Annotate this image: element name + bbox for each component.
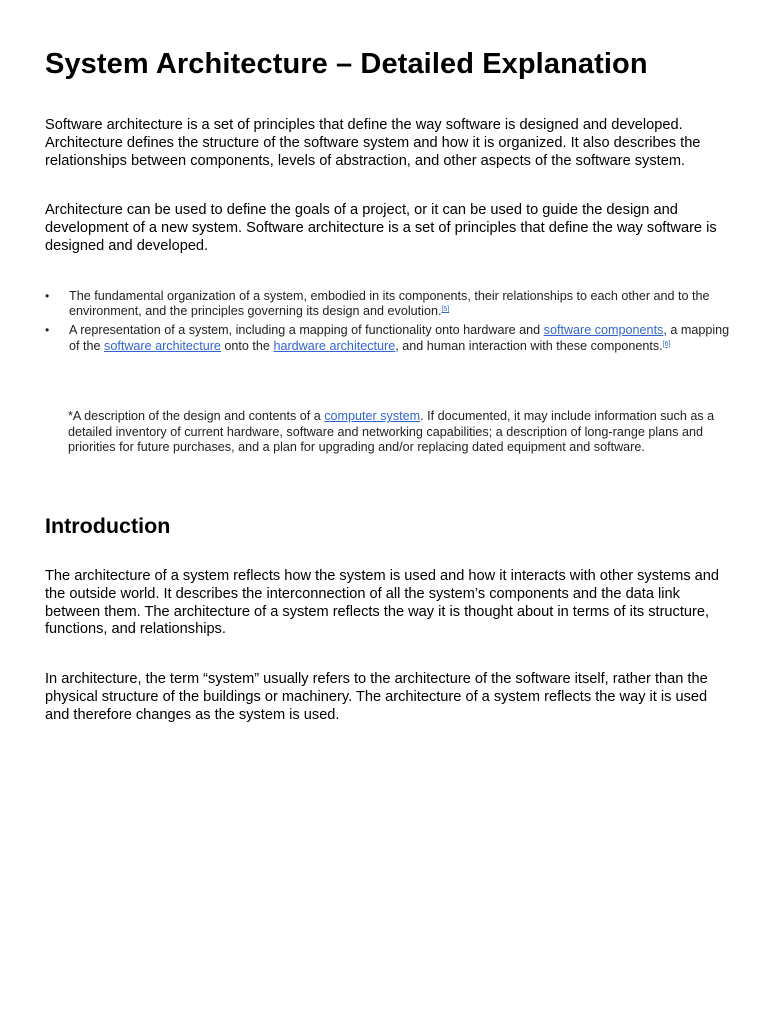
definition-note bbox=[68, 409, 735, 456]
page-title: System Architecture – Detailed Explanation bbox=[45, 48, 648, 80]
intro-paragraph-1: Software architecture is a set of principles that define the way software is designed and developed. Architecture defines the structure of the software system and how it is organized. It also describes the relationships between components, levels of abstraction, and other aspects of the software system. bbox=[45, 117, 701, 169]
definition-list bbox=[45, 289, 735, 354]
hardware-architecture-link[interactable]: hardware architecture bbox=[273, 338, 396, 353]
note-text: . If documented, it may include information such as a detailed inventory of current hardware, software and networking capabilities; a description of long-range plans and priorities for future purchases, and a plan for upgrading and/or replacing dated equipment and software. bbox=[68, 409, 715, 455]
list-item-text: A representation of a system, including a mapping of functionality onto hardware and bbox=[69, 322, 544, 337]
intro-paragraph-2: Architecture can be used to define the goals of a project, or it can be used to guide the design and development of a new system. Software architecture is a set of principles that define the way software is designed and developed. bbox=[45, 202, 717, 254]
bullet-icon: • bbox=[45, 288, 50, 303]
software-components-link[interactable]: software components bbox=[543, 322, 664, 337]
software-architecture-link[interactable]: software architecture bbox=[104, 338, 221, 353]
introduction-paragraph-2: In architecture, the term “system” usually refers to the architecture of the software itself, rather than the physical structure of the buildings or machinery. The architecture of a system reflects the way it is used and therefore changes as the system is used. bbox=[45, 671, 708, 723]
list-item-text: , and human interaction with these components. bbox=[395, 338, 663, 353]
list-item-text: , a mapping of the bbox=[69, 322, 730, 353]
computer-system-link[interactable]: computer system bbox=[324, 409, 421, 424]
introduction-paragraph-1: The architecture of a system reflects how the system is used and how it interacts with other systems and the outside world. It describes the interconnection of all the system’s components and the data link between them. The architecture of a system reflects the way it is thought about in terms of its structure, functions, and relationships. bbox=[45, 567, 720, 638]
section-heading-introduction: Introduction bbox=[45, 513, 171, 538]
bullet-icon: • bbox=[45, 322, 50, 337]
list-item-text: onto the bbox=[220, 338, 274, 353]
list-item bbox=[45, 323, 735, 354]
citation-link[interactable]: [5] bbox=[441, 306, 450, 314]
list-item-text: The fundamental organization of a system, embodied in its components, their relationships to each other and to the environment, and the principles governing its design and evolution. bbox=[69, 288, 710, 319]
list-item bbox=[45, 289, 735, 320]
document-page bbox=[45, 44, 735, 725]
note-text: *A description of the design and contents of a bbox=[68, 409, 325, 424]
citation-link[interactable]: [6] bbox=[662, 340, 671, 348]
